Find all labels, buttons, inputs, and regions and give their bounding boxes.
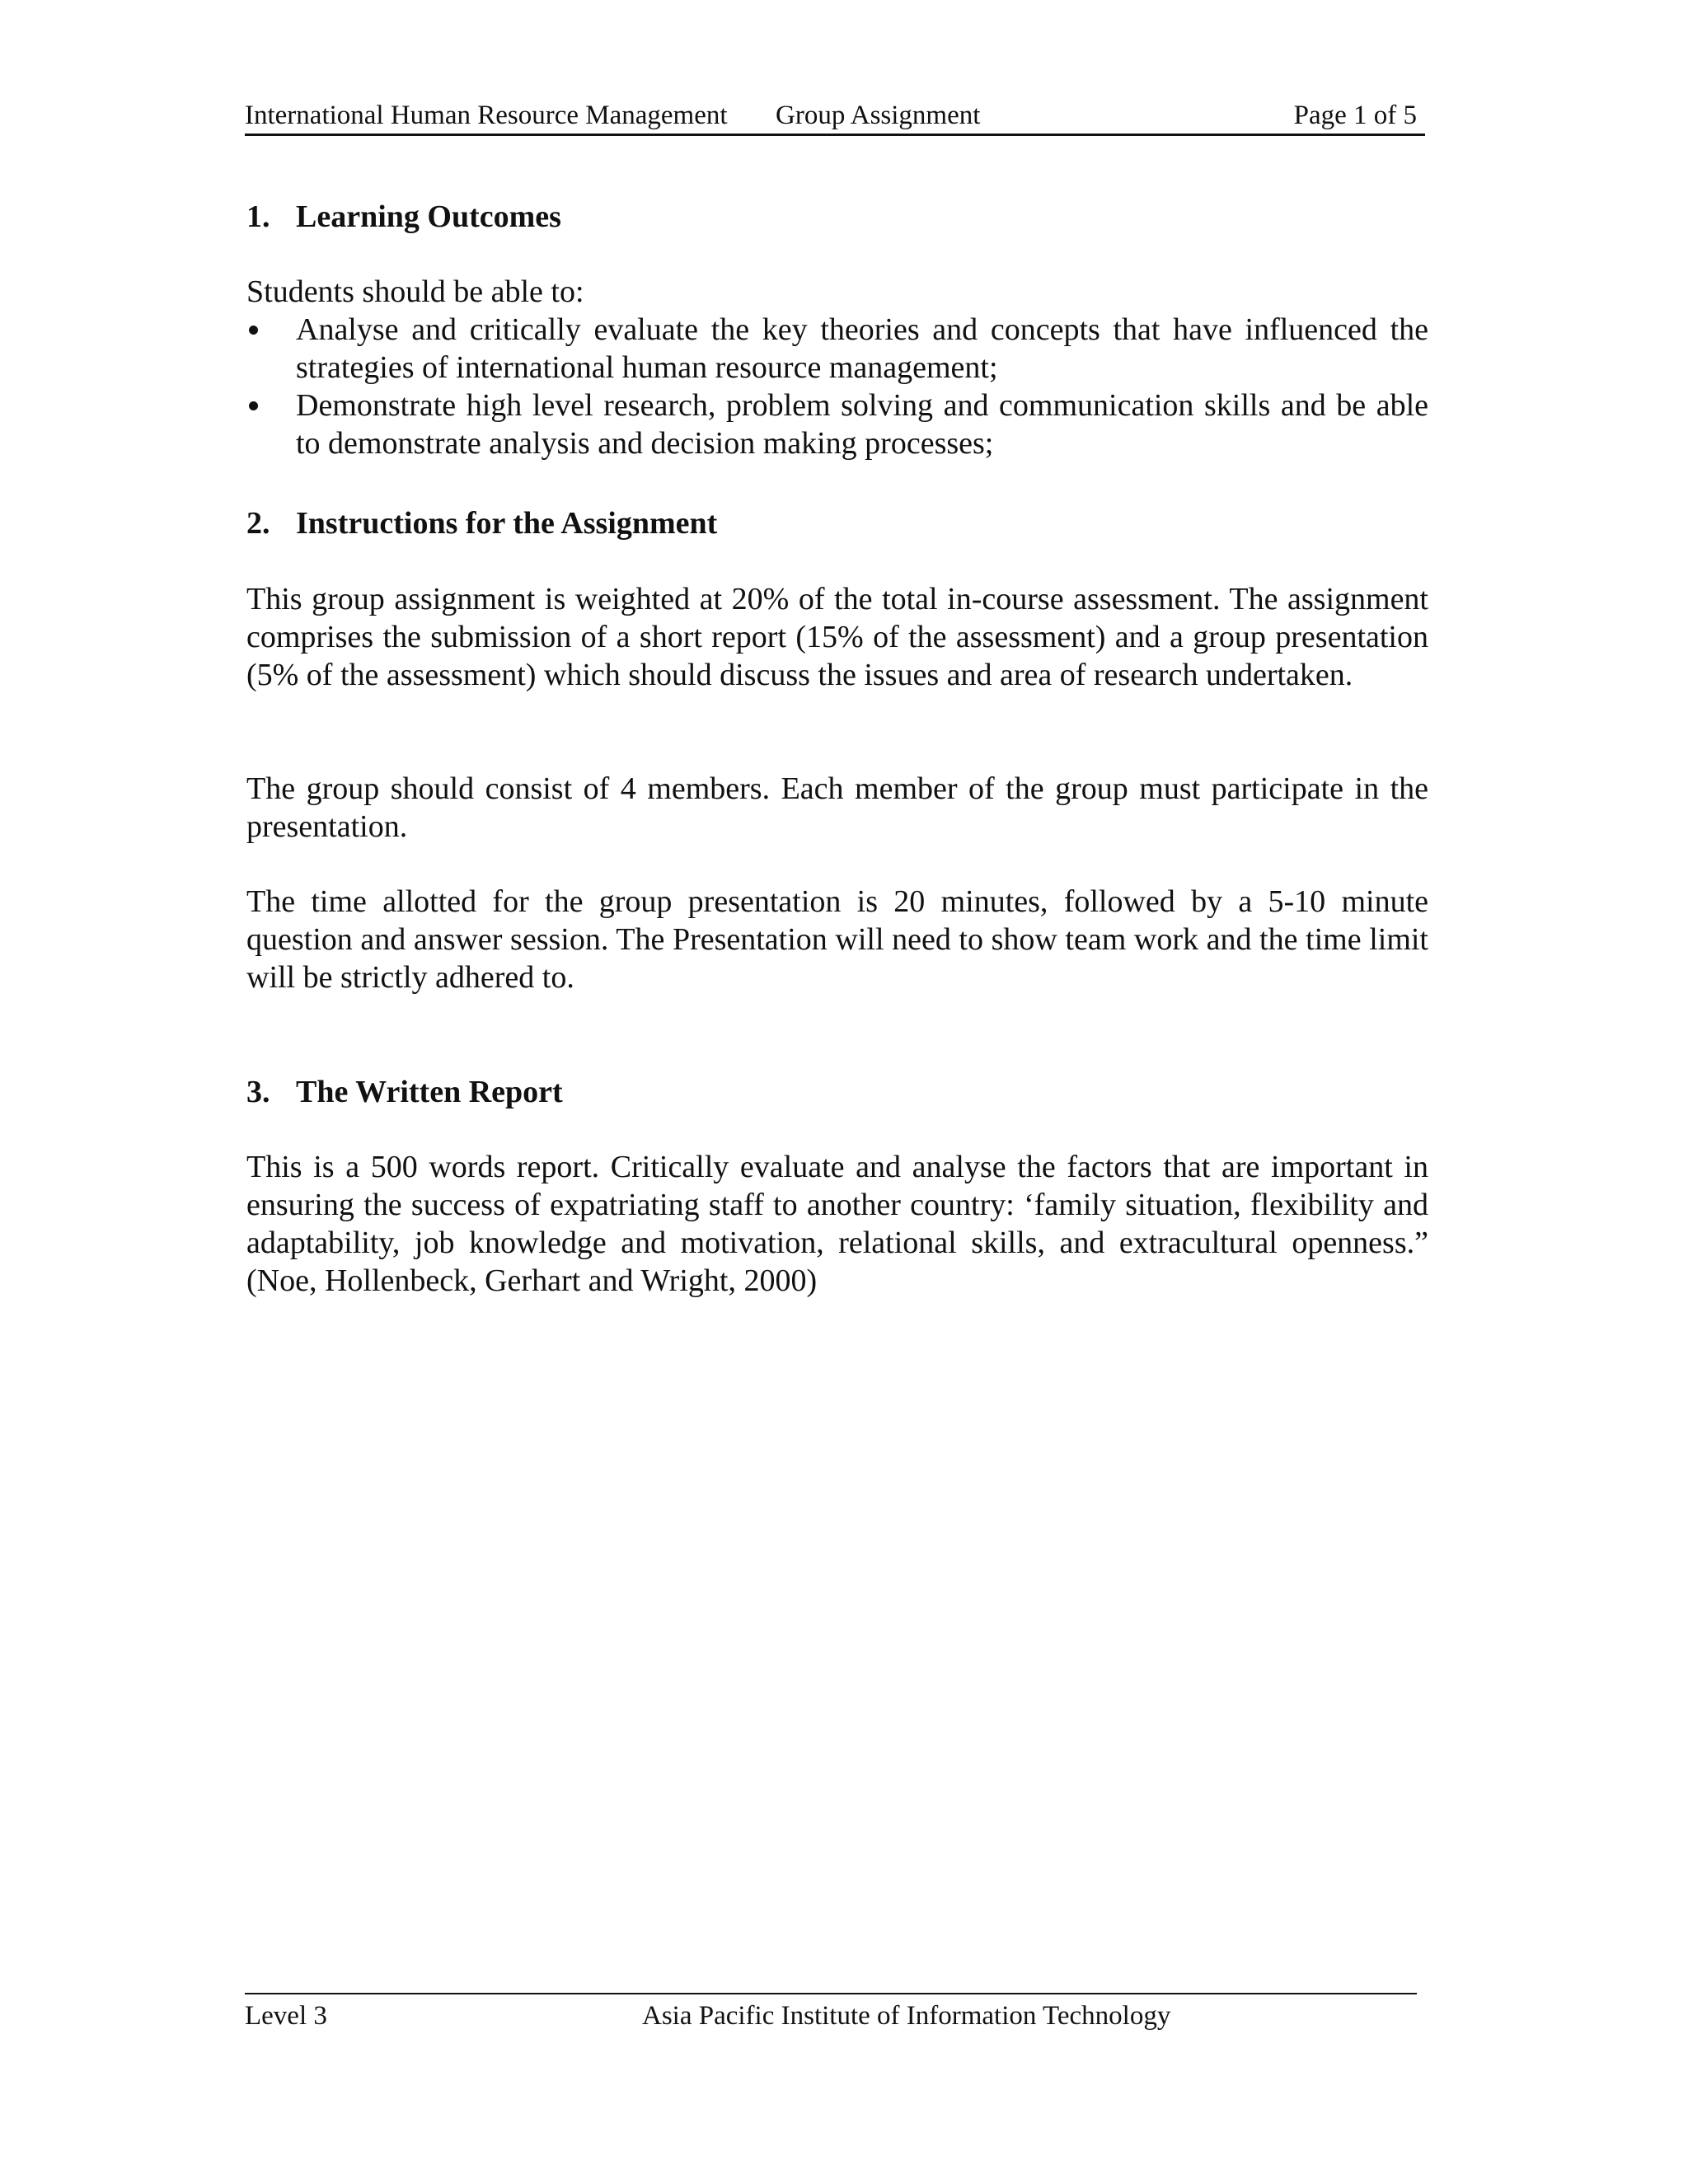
- section-number: 1.: [246, 199, 270, 234]
- header-page-number: Page 1 of 5: [1293, 101, 1417, 130]
- list-item: [246, 387, 1428, 462]
- section-number: 3.: [246, 1075, 270, 1109]
- list-item-text: Demonstrate high level research, problem solving and communication skills and be able to demonstrate analysis and decision making processes;: [296, 388, 1428, 461]
- learning-outcomes-list: [246, 311, 1428, 462]
- footer-level: Level 3: [245, 2001, 327, 2031]
- page-footer: [245, 1993, 1417, 2036]
- section-number: 2.: [246, 506, 270, 541]
- instructions-paragraph-weighting: This group assignment is weighted at 20% of the total in-course assessment. The assignment comprises the submission of a short report (15% of the assessment) and a group presentation (5% of the assessment) which should discuss the issues and area of research undertaken.: [246, 582, 1428, 692]
- section-title: Instructions for the Assignment: [296, 506, 718, 541]
- section-title: The Written Report: [296, 1075, 563, 1109]
- written-report-paragraph: This is a 500 words report. Critically evaluate and analyse the factors that are important in ensuring the success of expatriating staff to another country: ‘family situation, flexibility and adaptability, job knowledge and motivation, relational skills, and extracultural openness.” (Noe, Hollenbeck, Gerhart and Wright, 2000): [246, 1150, 1428, 1298]
- bullet-icon: [249, 326, 258, 335]
- instructions-paragraph-time: The time allotted for the group presentation is 20 minutes, followed by a 5-10 minute question and answer session. The Presentation will need to show team work and the time limit will be strictly adhered to.: [246, 884, 1428, 995]
- bullet-icon: [249, 401, 258, 410]
- instructions-paragraph-group-size: The group should consist of 4 members. Each member of the group must participate in the presentation.: [246, 771, 1428, 844]
- section-heading-written-report: [246, 1073, 563, 1111]
- section-title: Learning Outcomes: [296, 199, 561, 234]
- section-heading-instructions: [246, 504, 717, 542]
- page-header: [245, 97, 1425, 136]
- list-item-text: Analyse and critically evaluate the key theories and concepts that have influenced the strategies of international human resource management;: [296, 312, 1428, 385]
- footer-institution: Asia Pacific Institute of Information Technology: [642, 2001, 1171, 2031]
- header-assignment-type: Group Assignment: [776, 101, 981, 130]
- section-heading-learning-outcomes: [246, 198, 561, 236]
- list-item: [246, 311, 1428, 387]
- header-course-title: International Human Resource Management: [245, 101, 728, 130]
- learning-outcomes-lead: Students should be able to:: [246, 274, 584, 309]
